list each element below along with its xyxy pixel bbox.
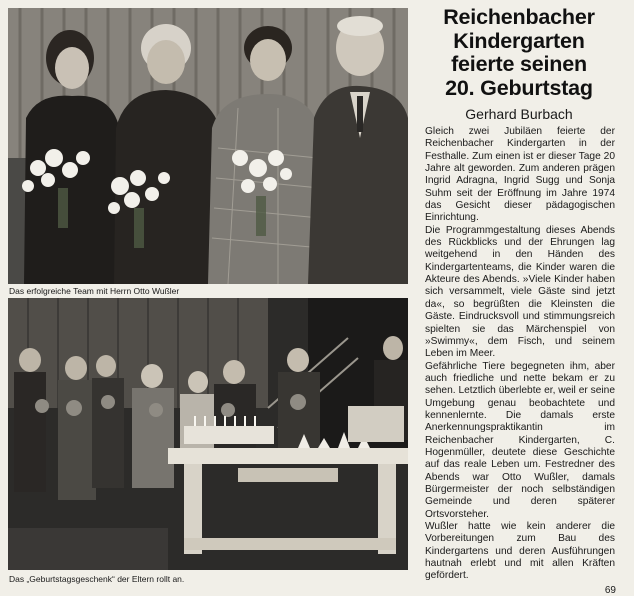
headline-line: feierte seinen bbox=[451, 52, 587, 76]
top-photo-caption: Das erfolgreiche Team mit Herrn Otto Wußler bbox=[9, 286, 180, 296]
article-paragraph: Gleich zwei Jubiläen feierte der Reichenbacher Kindergarten in der Festhalle. Zum einen ist er dieser Tage 20 Jahre alt geworden. Zum anderen prägen Ingrid Adragna, Ingrid Sugg und Sonja Suhm seit der Eröffnung im Jahre 1974 das Gesicht dieser pädagogischen Einrichtung. bbox=[425, 126, 615, 224]
article-author: Gerhard Burbach bbox=[465, 106, 573, 122]
article-paragraph: Die Programmgestaltung dieses Abends des Rückblicks und der Ehrungen lag weitgehend in den Händen des Kindergartenteams, die Kinder waren die Akteure des Abends. »Viele Kinder haben sich versammelt, viele Gäste sind jetzt da«, so begrüßten die Kleinsten die Gäste. Eindrucksvoll und stimmungsreich spielten sie das Märchenspiel von »Swimmy«, dem Fisch, und seinem Leben im Meer. bbox=[425, 224, 615, 360]
article-body bbox=[425, 126, 615, 583]
article-headline bbox=[412, 6, 626, 100]
team-photo bbox=[8, 8, 408, 284]
headline-line: Kindergarten bbox=[453, 28, 585, 53]
bottom-photo-caption: Das „Geburtstagsgeschenk“ der Eltern rollt an. bbox=[9, 574, 185, 584]
article-paragraph: Wußler hatte wie kein anderer die Vorbereitungen zum Bau des Kindergartens und deren Ausführungen hautnah erlebt und mit allen Kräften gefördert. bbox=[425, 521, 615, 582]
headline-line: Reichenbacher bbox=[443, 5, 595, 29]
headline-line: 20. Geburtstag bbox=[445, 75, 593, 100]
page-number: 69 bbox=[604, 585, 616, 596]
article-paragraph: Gefährliche Tiere begegneten ihm, aber auch friedliche und nette bekam er zu sehen. Letztlich überlebte er, weil er seine Umgebung genau beobachtete und kennenlernte. Die damals erste Anerkennungspraktikantin im Reichenbacher Kindergarten, C. Hogenmüller, deutete diese Geschichte auf das reale Leben um. Festredner des Abends war Otto Wußler, damals Bürgermeister der noch selbständigen Gemeinde und deren späterer Ortsvorsteher. bbox=[425, 360, 615, 520]
gift-photo bbox=[8, 298, 408, 570]
